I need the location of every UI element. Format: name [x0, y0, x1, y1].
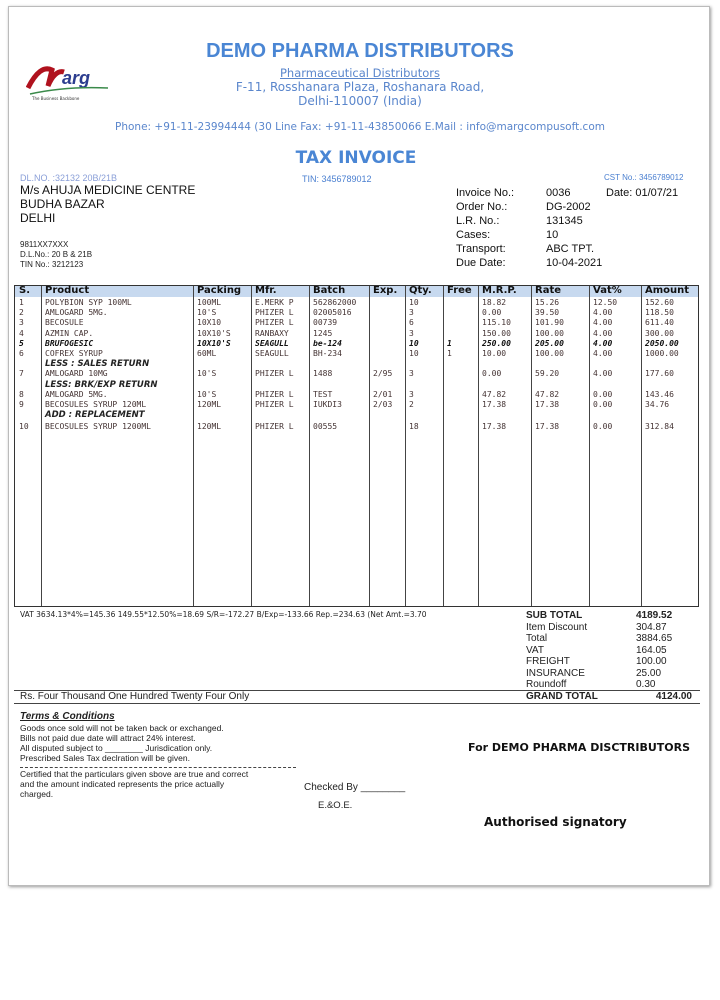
- cell-rate: 100.00: [535, 349, 564, 358]
- cell-mfr: PHIZER L: [255, 422, 294, 432]
- cell-qty: 3: [409, 328, 414, 338]
- cell-mfr: SEAGULL: [255, 349, 289, 358]
- cell-amount: 300.00: [645, 328, 674, 338]
- cell-product: BECOSULE: [45, 318, 84, 328]
- cell-amount: 152.60: [645, 298, 674, 307]
- cell-qty: 18: [409, 422, 419, 432]
- svg-text:arg: arg: [62, 68, 91, 88]
- cst-number: CST No.: 3456789012: [604, 173, 684, 182]
- invoice-values: [546, 186, 602, 270]
- total-value: 4189.52: [636, 610, 673, 621]
- cell-mfr: PHIZER L: [255, 308, 294, 318]
- cell-packing: 10X10'S: [197, 328, 231, 338]
- column-divider: [589, 286, 590, 606]
- total-label: Roundoff: [526, 679, 567, 690]
- column-header-mrp: M.R.P.: [482, 285, 517, 296]
- column-header-exp: Exp.: [373, 285, 398, 296]
- cell-mrp: 115.10: [482, 318, 511, 328]
- terms-title: Terms & Conditions: [20, 711, 115, 722]
- column-header-amount: Amount: [645, 285, 690, 296]
- certified-line: charged.: [20, 789, 54, 799]
- cell-batch: 00555: [313, 422, 338, 432]
- cell-qty: 3: [409, 389, 414, 399]
- total-label: SUB TOTAL: [526, 610, 583, 621]
- cell-amount: 34.76: [645, 400, 670, 409]
- cell-vat: 4.00: [593, 318, 613, 328]
- cell-amount: 143.46: [645, 389, 674, 399]
- column-divider: [369, 286, 370, 606]
- column-header-qty: Qty.: [409, 285, 432, 296]
- total-value: 0.30: [636, 679, 656, 690]
- total-value: 25.00: [636, 667, 662, 679]
- cell-exp: 2/01: [373, 389, 393, 399]
- cell-rate: 101.90: [535, 318, 564, 328]
- column-header-product: Product: [45, 285, 90, 296]
- total-value: 164.05: [636, 644, 667, 656]
- terms-line: All disputed subject to ________ Jurisdication only.: [20, 743, 213, 753]
- invoice-field-value: 10: [546, 229, 559, 241]
- column-divider: [251, 286, 252, 606]
- divider: [14, 703, 700, 704]
- column-header-packing: Packing: [197, 285, 242, 296]
- cell-rate: 205.00: [535, 338, 564, 348]
- cell-s: 1: [19, 298, 24, 307]
- cell-exp: 2/03: [373, 400, 393, 409]
- cell-s: 10: [19, 422, 29, 432]
- invoice-field-value: 10-04-2021: [546, 257, 603, 269]
- cell-s: 2: [19, 308, 24, 318]
- cell-packing: 10X10: [197, 318, 222, 328]
- cell-rate: 17.38: [535, 400, 560, 409]
- cell-qty: 3: [409, 308, 414, 318]
- company-address-line2: Delhi-110007 (India): [298, 94, 422, 108]
- column-divider: [405, 286, 406, 606]
- total-value: 100.00: [636, 656, 667, 667]
- certification: [20, 769, 248, 799]
- cell-batch: 1245: [313, 328, 333, 338]
- party-city: DELHI: [20, 211, 56, 225]
- amount-in-words: Rs. Four Thousand One Hundred Twenty Four Only: [20, 691, 250, 702]
- cell-vat: 4.00: [593, 349, 613, 358]
- column-divider: [309, 286, 310, 606]
- cell-packing: 120ML: [197, 422, 222, 432]
- cell-qty: 10: [409, 349, 419, 358]
- column-header-batch: Batch: [313, 285, 346, 296]
- invoice-labels: [456, 186, 514, 270]
- terms-line: Prescribed Sales Tax declration will be given.: [20, 753, 190, 763]
- certified-line: Certified that the particulars given sbove are true and correct: [20, 769, 249, 779]
- invoice-field-label: Due Date:: [456, 257, 506, 269]
- cell-mfr: PHIZER L: [255, 400, 294, 409]
- vat-summary: VAT 3634.13*4%=145.36 149.55*12.50%=18.69 S/R=-172.27 B/Exp=-133.66 Rep.=234.63 (Net Amt.=3.70: [20, 610, 427, 619]
- column-header-vat: Vat%: [593, 285, 622, 296]
- cell-s: 7: [19, 369, 24, 379]
- cell-batch: 562862000: [313, 298, 357, 307]
- invoice-field-label: Order No.:: [456, 201, 508, 213]
- section-heading: ADD : REPLACEMENT: [45, 410, 145, 421]
- cell-vat: 4.00: [593, 308, 613, 318]
- cell-vat: 4.00: [593, 338, 613, 348]
- cell-mrp: 150.00: [482, 328, 511, 338]
- cell-product: AMLOGARD 5MG.: [45, 308, 108, 318]
- company-contact: Phone: +91-11-23994444 (30 Line Fax: +91-11-43850066 E.Mail : info@margcompusoft.com: [115, 121, 605, 133]
- cell-batch: TEST: [313, 389, 333, 399]
- cell-mfr: PHIZER L: [255, 318, 294, 328]
- section-heading: LESS : SALES RETURN: [45, 359, 150, 370]
- doc-title: TAX INVOICE: [295, 148, 417, 168]
- cell-qty: 6: [409, 318, 414, 328]
- cell-mrp: 18.82: [482, 298, 507, 307]
- cell-mrp: 250.00: [482, 338, 511, 348]
- cell-qty: 2: [409, 400, 414, 409]
- authorised-signatory: Authorised signatory: [484, 815, 627, 829]
- column-header-mfr: Mfr.: [255, 285, 277, 296]
- party-ids: [20, 240, 92, 270]
- terms-block: [20, 711, 224, 763]
- svg-text:The Business Backbone: The Business Backbone: [32, 96, 80, 101]
- column-divider: [641, 286, 642, 606]
- cell-mfr: PHIZER L: [255, 389, 294, 399]
- party-block: [20, 183, 195, 225]
- cell-product: BRUFOGESIC: [45, 338, 94, 348]
- cell-batch: 1488: [313, 369, 333, 379]
- cell-s: 5: [19, 338, 24, 348]
- party-address: BUDHA BAZAR: [20, 197, 105, 211]
- total-label: INSURANCE: [526, 667, 585, 679]
- cell-amount: 2050.00: [645, 338, 679, 348]
- cell-amount: 312.84: [645, 422, 674, 432]
- column-divider: [478, 286, 479, 606]
- dashed-divider: [20, 767, 296, 768]
- cell-rate: 15.26: [535, 298, 560, 307]
- cell-product: BECOSULES SYRUP 120ML: [45, 400, 147, 409]
- cell-batch: 02005016: [313, 308, 352, 318]
- cell-mfr: SEAGULL: [255, 338, 289, 348]
- company-name: DEMO PHARMA DISTRIBUTORS: [206, 40, 514, 62]
- party-tin: TIN No.: 3212123: [20, 260, 84, 269]
- certified-line: and the amount indicated represents the price actually: [20, 779, 225, 789]
- cell-mrp: 17.38: [482, 400, 507, 409]
- checked-by: Checked By ________: [304, 782, 406, 793]
- invoice-field-value: 0036: [546, 187, 571, 199]
- total-label: VAT: [526, 644, 544, 656]
- company-address-line1: F-11, Rosshanara Plaza, Roshanara Road,: [235, 80, 485, 94]
- eoe: E.&O.E.: [318, 800, 353, 811]
- cell-s: 6: [19, 349, 24, 358]
- cell-s: 4: [19, 328, 24, 338]
- invoice-date: Date: 01/07/21: [606, 187, 679, 199]
- total-value: 3884.65: [636, 633, 673, 644]
- invoice-field-value: 131345: [546, 215, 583, 227]
- cell-rate: 47.82: [535, 389, 560, 399]
- cell-amount: 118.50: [645, 308, 674, 318]
- cell-vat: 4.00: [593, 328, 613, 338]
- column-header-rate: Rate: [535, 285, 562, 296]
- cell-packing: 10'S: [197, 389, 217, 399]
- column-divider: [531, 286, 532, 606]
- cell-product: AMLOGARD 10MG: [45, 369, 108, 379]
- terms-line: Bills not paid due date will attract 24% interest.: [20, 733, 196, 743]
- cell-packing: 10'S: [197, 369, 217, 379]
- cell-mrp: 17.38: [482, 422, 507, 432]
- cell-qty: 3: [409, 369, 414, 379]
- column-divider: [443, 286, 444, 606]
- tin-number: TIN: 3456789012: [302, 174, 372, 184]
- cell-s: 3: [19, 318, 24, 328]
- dl-number: DL.NO. :32132 20B/21B: [20, 173, 118, 183]
- total-label: FREIGHT: [526, 656, 570, 667]
- cell-mfr: E.MERK P: [255, 298, 294, 307]
- cell-s: 9: [19, 400, 24, 409]
- cell-mrp: 47.82: [482, 389, 507, 399]
- cell-rate: 100.00: [535, 328, 564, 338]
- section-heading: LESS: BRK/EXP RETURN: [45, 379, 158, 390]
- column-divider: [41, 286, 42, 606]
- cell-product: COFREX SYRUP: [45, 349, 103, 358]
- cell-vat: 0.00: [593, 389, 613, 399]
- cell-amount: 177.60: [645, 369, 674, 379]
- cell-vat: 0.00: [593, 422, 613, 432]
- cell-vat: 4.00: [593, 369, 613, 379]
- cell-product: POLYBION SYP 100ML: [45, 298, 132, 307]
- cell-packing: 10'S: [197, 308, 217, 318]
- cell-qty: 10: [409, 338, 419, 348]
- cell-vat: 12.50: [593, 298, 618, 307]
- cell-mrp: 0.00: [482, 369, 502, 379]
- cell-vat: 0.00: [593, 400, 613, 409]
- invoice-field-value: DG-2002: [546, 201, 591, 213]
- cell-batch: 00739: [313, 318, 338, 328]
- cell-mfr: PHIZER L: [255, 369, 294, 379]
- cell-amount: 611.40: [645, 318, 674, 328]
- grand-total-value: 4124.00: [655, 691, 692, 702]
- cell-mrp: 0.00: [482, 308, 502, 318]
- column-header-free: Free: [447, 285, 472, 296]
- cell-qty: 10: [409, 298, 419, 307]
- cell-product: BECOSULES SYRUP 1200ML: [45, 422, 151, 432]
- column-header-s: S.: [19, 285, 31, 296]
- cell-mfr: RANBAXY: [255, 328, 289, 338]
- company-tagline: Pharmaceutical Distributors: [280, 66, 440, 80]
- cell-mrp: 10.00: [482, 349, 507, 358]
- cell-amount: 1000.00: [645, 349, 679, 358]
- cell-packing: 100ML: [197, 298, 222, 307]
- cell-free: 1: [447, 349, 452, 358]
- cell-product: AMLOGARD 5MG.: [45, 389, 108, 399]
- party-dl: D.L.No.: 20 B & 21B: [20, 250, 93, 259]
- total-label: Item Discount: [526, 621, 588, 633]
- invoice-field-label: Transport:: [456, 243, 506, 255]
- column-divider: [193, 286, 194, 606]
- total-value: 304.87: [636, 621, 667, 633]
- terms-line: Goods once sold will not be taken back or exchanged.: [20, 723, 224, 733]
- party-phone: 9811XX7XXX: [20, 240, 69, 249]
- cell-rate: 59.20: [535, 369, 560, 379]
- cell-packing: 120ML: [197, 400, 222, 409]
- cell-packing: 60ML: [197, 349, 217, 358]
- invoice-field-label: Cases:: [456, 229, 491, 241]
- cell-free: 1: [447, 338, 452, 348]
- invoice-field-label: Invoice No.:: [456, 187, 515, 199]
- cell-packing: 10X10'S: [197, 338, 231, 348]
- cell-batch: IUKDI3: [313, 400, 342, 409]
- invoice-field-value: ABC TPT.: [546, 243, 595, 255]
- cell-exp: 2/95: [373, 369, 393, 379]
- for-company: For DEMO PHARMA DISCTRIBUTORS: [468, 741, 691, 754]
- cell-product: AZMIN CAP.: [45, 328, 94, 338]
- cell-rate: 17.38: [535, 422, 560, 432]
- invoice-field-label: L.R. No.:: [456, 215, 500, 227]
- party-name: M/s AHUJA MEDICINE CENTRE: [20, 183, 196, 197]
- cell-s: 8: [19, 389, 24, 399]
- items-table: [14, 285, 699, 607]
- cell-batch: BH-234: [313, 349, 342, 358]
- cell-batch: be-124: [313, 338, 342, 348]
- cell-rate: 39.50: [535, 308, 560, 318]
- grand-total-label: GRAND TOTAL: [526, 691, 598, 702]
- total-label: Total: [526, 633, 548, 644]
